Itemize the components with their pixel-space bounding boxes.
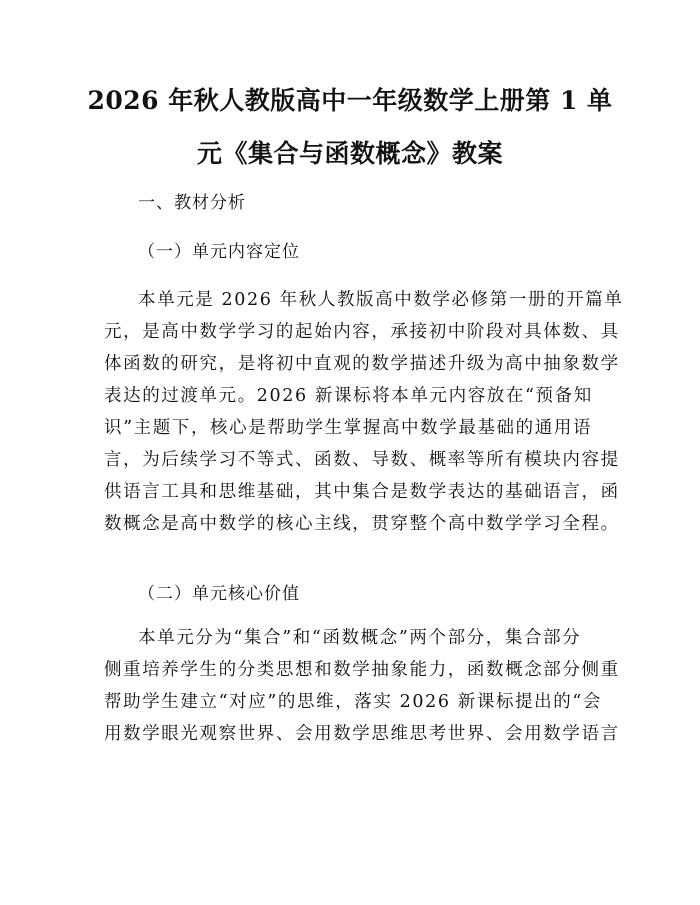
paragraph-line: 用数学眼光观察世界、会用数学思维思考世界、会用数学语言: [104, 724, 620, 744]
paragraph-line: 元，是高中数学学习的起始内容，承接初中阶段对具体数、具: [104, 322, 620, 342]
section-heading-textbook-analysis: 一、教材分析: [138, 193, 246, 213]
paragraph-line: 供语言工具和思维基础，其中集合是数学表达的基础语言，函: [104, 482, 620, 502]
paragraph-line: 本单元分为“集合”和“函数概念”两个部分，集合部分: [138, 628, 582, 648]
paragraph-line: 侧重培养学生的分类思想和数学抽象能力，函数概念部分侧重: [104, 660, 620, 680]
paragraph-core-value: [104, 622, 620, 750]
paragraph-line: 表达的过渡单元。2026 新课标将本单元内容放在“预备知: [104, 386, 593, 406]
document-title-line-2: 元《集合与函数概念》教案: [196, 139, 503, 168]
paragraph-line: 言，为后续学习不等式、函数、导数、概率等所有模块内容提: [104, 450, 620, 470]
subsection-heading-unit-positioning: （一）单元内容定位: [138, 242, 300, 262]
paragraph-line: 体函数的研究，是将初中直观的数学描述升级为高中抽象数学: [104, 354, 620, 374]
subsection-heading-core-value: （二）单元核心价值: [138, 584, 300, 604]
paragraph-line: 本单元是 2026 年秋人教版高中数学必修第一册的开篇单: [138, 290, 624, 310]
paragraph-line: 帮助学生建立“对应”的思维，落实 2026 新课标提出的“会: [104, 692, 602, 712]
paragraph-unit-positioning: [104, 284, 624, 540]
paragraph-line: 数概念是高中数学的核心主线，贯穿整个高中数学学习全程。: [104, 514, 620, 534]
document-title-line-1: 2026 年秋人教版高中一年级数学上册第 1 单: [87, 86, 613, 115]
paragraph-line: 识”主题下，核心是帮助学生掌握高中数学最基础的通用语: [104, 418, 593, 438]
